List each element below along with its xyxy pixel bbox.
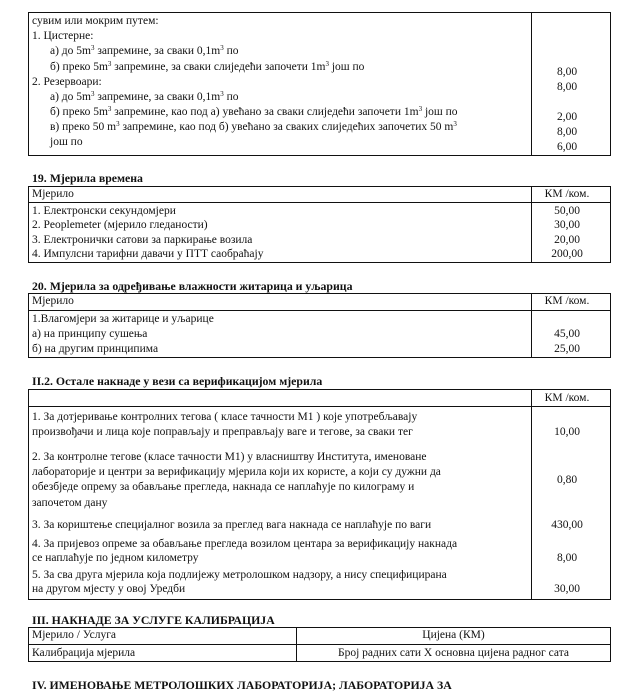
s19-header-rule (28, 202, 611, 203)
s20-header-rule (28, 310, 611, 311)
s2-2-item-1-line-3: започетом дану (32, 497, 108, 509)
top-line-2: а) до $5m^3$ запремине, за сваки $0,1m^3$ по (50, 44, 239, 57)
top-line-7: в) преко 50 $m^3$ запремине, као под б) увећано за сваких слиједећих започетих 50 $m^3$ (50, 120, 457, 133)
s3-header-rule (28, 644, 611, 645)
top-price-3: 8,00 (556, 126, 578, 138)
s2-2-item-3-line-1: се наплаћује по једном километру (32, 552, 199, 564)
s2-2-item-0-line-0: 1. За дотјеривање контролних тегова ( класе тачности М1 ) које употребљавају (32, 411, 418, 423)
top-price-1: 8,00 (556, 81, 578, 93)
s2-2-item-0-price: 10,00 (554, 426, 580, 438)
s2-2-item-1-line-2: обезбједе опрему за обављање прегледа, накнада се наплаћује по килограму и (32, 481, 415, 493)
s20-row-0-name: а) на принципу сушења (32, 328, 148, 340)
s2-2-item-2-line-0: 3. За кориштење специјалног возила за преглед вага накнада се наплаћује по ваги (32, 519, 432, 531)
s19-col1-header: Мјерило (32, 188, 74, 200)
top-price-0: 8,00 (556, 66, 578, 78)
s19-row-1-name: 2. Peoplemeter (мјерило гледаности) (32, 219, 208, 231)
s2-2-title: II.2. Остале накнаде у вези са верификацијом мјерила (32, 374, 323, 388)
s19-row-2-name: 3. Електронички сатови за паркирање возила (32, 234, 253, 246)
top-price-2: 2,00 (556, 111, 578, 123)
top-line-6: б) преко $5m^3$ запремине, као под а) увећано за сваки слиједећи започети $1m^3$ још по (50, 105, 458, 118)
s19-row-1-price: 30,00 (554, 219, 580, 231)
s2-2-item-4-price: 30,00 (554, 583, 580, 595)
s19-row-0-name: 1. Електронски секундомјери (32, 205, 176, 217)
s3-row-price: Број радних сати X основна цијена радног сата (338, 647, 569, 659)
s2-2-item-0-line-1: произвођачи и лица које поправљају и преправљају ваге и тегове, за сваки тег (32, 426, 413, 438)
s19-title: 19. Мјерила времена (32, 171, 143, 185)
s2-2-item-3-line-0: 4. За пријевоз опреме за обављање прегледа возилом центара за верификацију накнада (32, 538, 458, 550)
s2-2-item-2-price: 430,00 (551, 519, 583, 531)
top-line-4: 2. Резервоари: (32, 76, 102, 88)
s20-intro: 1.Влагомјери за житарице и уљарице (32, 313, 214, 325)
s20-row-1-name: б) на другим принципима (32, 343, 159, 355)
s3-col1-header: Мјерило / Услуга (32, 629, 117, 641)
s20-row-1-price: 25,00 (554, 343, 580, 355)
top-line-1: 1. Цистерне: (32, 30, 94, 42)
top-table (28, 12, 611, 156)
top-price-4: 6,00 (556, 141, 578, 153)
s2-2-header-rule (28, 406, 611, 407)
s19-row-2-price: 20,00 (554, 234, 580, 246)
s2-2-item-4-line-1: на другом мјесту у овој Уредби (32, 583, 186, 595)
s2-2-item-3-price: 8,00 (556, 552, 578, 564)
s2-2-item-1-line-0: 2. За контролне тегове (класе тачности М1) у власништву Института, именоване (32, 451, 427, 463)
s3-row-name: Калибрација мјерила (32, 647, 136, 659)
s19-row-3-name: 4. Импулсни тарифни давачи у ПТТ саобраћају (32, 248, 264, 260)
s19-row-0-price: 50,00 (554, 205, 580, 217)
s20-row-0-price: 45,00 (554, 328, 580, 340)
s19-row-3-price: 200,00 (551, 248, 583, 260)
top-line-5: а) до $5m^3$ запремине, за сваки $0,1m^3$ по (50, 90, 239, 103)
s2-2-col-divider (531, 389, 532, 600)
s3-col2-header: Цијена (КМ) (422, 629, 485, 641)
top-line-8: још по (50, 136, 83, 148)
s2-2-item-1-line-1: лабораторије и центри за верификацију мјерила који их користе, а који су дужни да (32, 466, 441, 478)
s2-2-item-1-price: 0,80 (556, 474, 578, 486)
s2-2-item-4-line-0: 5. За сва друга мјерила која подлијежу метролошком надзору, а нису специфицирана (32, 569, 447, 581)
top-line-0: сувим или мокрим путем: (32, 15, 159, 27)
s19-col2-header: КМ /ком. (544, 188, 590, 200)
s20-title: 20. Мјерила за одређивање влажности житарица и уљарица (32, 279, 353, 293)
s20-col1-header: Мјерило (32, 295, 74, 307)
s4-title: IV. ИМЕНОВАЊЕ МЕТРОЛОШКИХ ЛАБОРАТОРИЈА; ЛАБОРАТОРИЈА ЗА (32, 678, 452, 692)
s3-title: III. НАКНАДЕ ЗА УСЛУГЕ КАЛИБРАЦИЈА (32, 613, 275, 627)
s2-2-col2-header: КМ /ком. (544, 392, 590, 404)
s20-col2-header: КМ /ком. (544, 295, 590, 307)
top-line-3: б) преко $5m^3$ запремине, за сваки слиједећи започети $1m^3$ још по (50, 60, 365, 73)
